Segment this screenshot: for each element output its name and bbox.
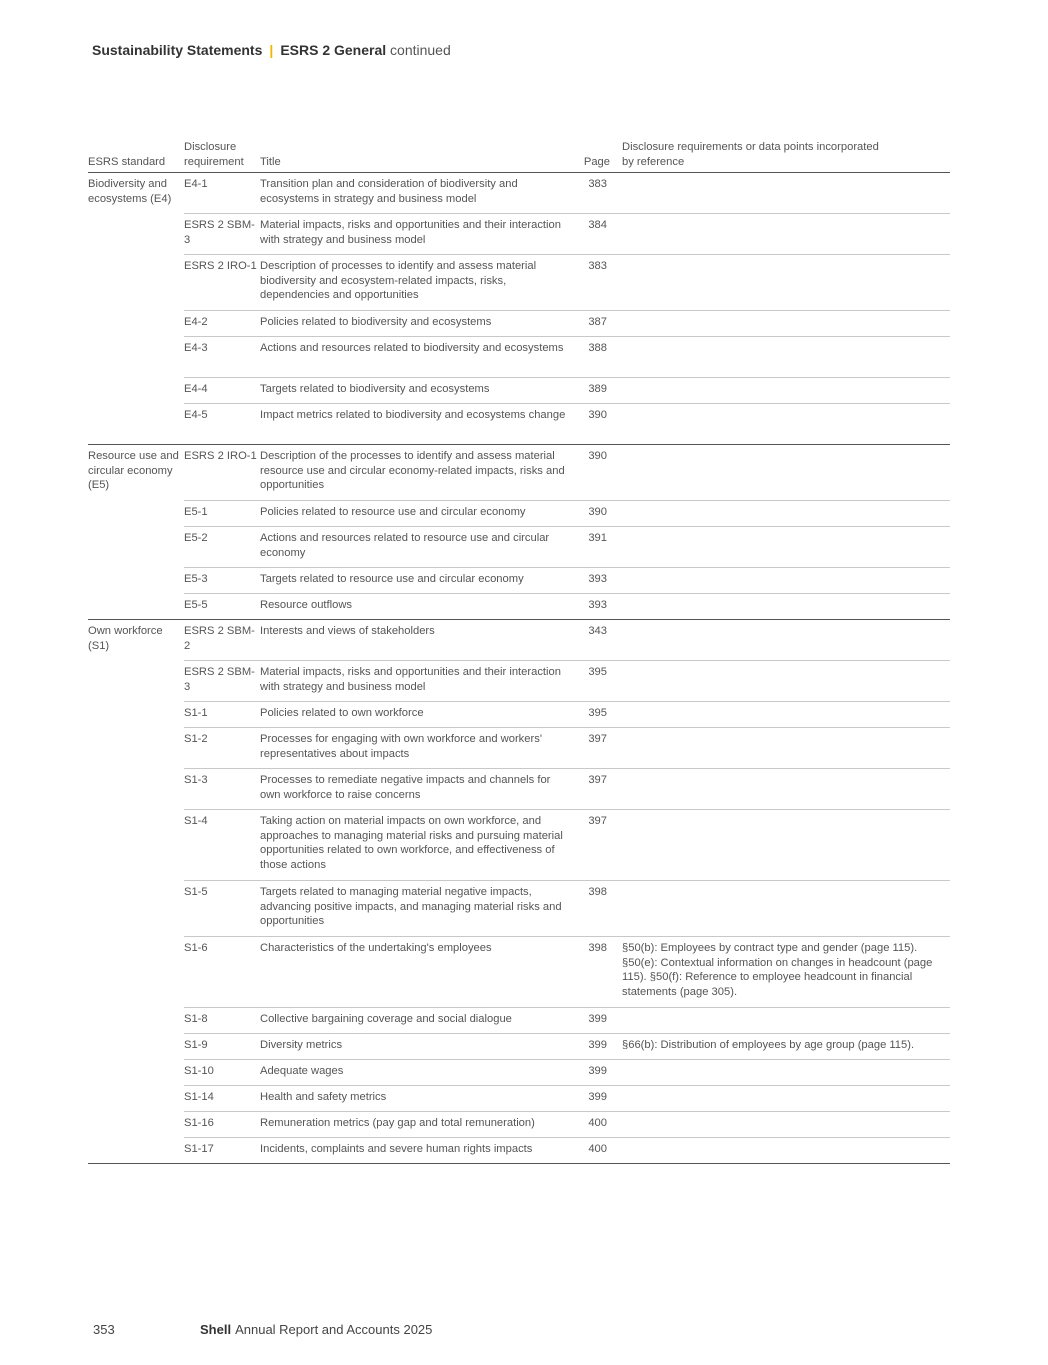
page-number-value: 395: [588, 666, 607, 679]
disclosure-requirement-cell: E4-4: [184, 378, 260, 404]
page-number-value: 398: [588, 886, 607, 899]
page-footer: [93, 1322, 432, 1337]
reference-cell: [622, 702, 950, 728]
reference-cell: [622, 810, 950, 881]
page-cell: [583, 1138, 622, 1164]
title-cell: Policies related to biodiversity and ecosystems: [260, 311, 583, 337]
reference-cell: [622, 173, 950, 214]
title-cell: Targets related to managing material negative impacts, advancing positive impacts, and managing material risks and opportunities: [260, 881, 583, 937]
title-cell: Targets related to biodiversity and ecosystems: [260, 378, 583, 404]
page-cell: [583, 527, 622, 568]
page-cell: [583, 620, 622, 661]
page-number-value: 393: [588, 599, 607, 612]
page-number-value: 397: [588, 815, 607, 828]
page-number-value: 383: [588, 178, 607, 191]
title-cell: Transition plan and consideration of biodiversity and ecosystems in strategy and business model: [260, 173, 583, 214]
page-number-value: 400: [588, 1143, 607, 1156]
title-cell: Health and safety metrics: [260, 1086, 583, 1112]
title-cell: Interests and views of stakeholders: [260, 620, 583, 661]
title-cell: Material impacts, risks and opportunities and their interaction with strategy and business model: [260, 214, 583, 255]
reference-cell: [622, 568, 950, 594]
table-header-row: [88, 140, 950, 173]
page-cell: [583, 404, 622, 445]
page-number-value: 398: [588, 942, 607, 955]
reference-cell: [622, 1008, 950, 1034]
esrs-standard-cell: Biodiversity and ecosystems (E4): [88, 173, 184, 445]
col-header-title: Title: [260, 140, 583, 173]
table-row: [88, 661, 950, 702]
table-row: [88, 445, 950, 501]
page-cell: [583, 568, 622, 594]
page-cell: [583, 1060, 622, 1086]
disclosure-requirement-cell: ESRS 2 IRO-1: [184, 445, 260, 501]
title-cell: Actions and resources related to biodiversity and ecosystems: [260, 337, 583, 378]
page-number-value: 390: [588, 450, 607, 463]
header-separator: |: [269, 42, 274, 58]
table-row: [88, 1060, 950, 1086]
table-row: [88, 527, 950, 568]
title-cell: Material impacts, risks and opportunities and their interaction with strategy and business model: [260, 661, 583, 702]
disclosure-requirement-cell: S1-8: [184, 1008, 260, 1034]
disclosure-requirement-cell: S1-14: [184, 1086, 260, 1112]
table-row: [88, 1138, 950, 1164]
title-cell: Impact metrics related to biodiversity and ecosystems change: [260, 404, 583, 445]
page-cell: [583, 702, 622, 728]
table-row: [88, 1112, 950, 1138]
disclosure-requirement-cell: ESRS 2 SBM-2: [184, 620, 260, 661]
title-cell: Processes to remediate negative impacts and channels for own workforce to raise concerns: [260, 769, 583, 810]
page-cell: [583, 728, 622, 769]
title-cell: Remuneration metrics (pay gap and total remuneration): [260, 1112, 583, 1138]
page-number-value: 387: [588, 316, 607, 329]
page-cell: [583, 661, 622, 702]
reference-cell: [622, 404, 950, 445]
title-cell: Resource outflows: [260, 594, 583, 620]
page-number-value: 389: [588, 383, 607, 396]
page-number-value: 391: [588, 532, 607, 545]
table-row: [88, 1008, 950, 1034]
disclosure-requirement-cell: E5-2: [184, 527, 260, 568]
page-cell: [583, 255, 622, 311]
table-row: [88, 594, 950, 620]
table-row: [88, 404, 950, 445]
reference-cell: [622, 501, 950, 527]
page-number-value: 397: [588, 774, 607, 787]
disclosure-requirement-cell: S1-3: [184, 769, 260, 810]
page-cell: [583, 337, 622, 378]
header-section: Sustainability Statements: [92, 42, 263, 58]
title-cell: Policies related to resource use and circular economy: [260, 501, 583, 527]
reference-cell: §66(b): Distribution of employees by age group (page 115).: [622, 1034, 950, 1060]
title-cell: Actions and resources related to resource use and circular economy: [260, 527, 583, 568]
page-cell: [583, 1034, 622, 1060]
table-row: [88, 769, 950, 810]
reference-cell: [622, 1112, 950, 1138]
title-cell: Characteristics of the undertaking's employees: [260, 937, 583, 1008]
page-cell: [583, 1086, 622, 1112]
disclosure-requirement-cell: ESRS 2 SBM-3: [184, 661, 260, 702]
title-cell: Policies related to own workforce: [260, 702, 583, 728]
table-row: [88, 937, 950, 1008]
disclosure-requirement-cell: S1-16: [184, 1112, 260, 1138]
title-cell: Incidents, complaints and severe human rights impacts: [260, 1138, 583, 1164]
page-cell: [583, 445, 622, 501]
running-header: [92, 42, 451, 58]
esrs-disclosure-table: [88, 140, 950, 1164]
table-row: [88, 173, 950, 214]
page-cell: [583, 937, 622, 1008]
disclosure-requirement-cell: S1-6: [184, 937, 260, 1008]
table-row: [88, 702, 950, 728]
page-number-value: 390: [588, 506, 607, 519]
table-row: [88, 378, 950, 404]
footer-brand: Shell: [200, 1322, 232, 1337]
disclosure-requirement-cell: E5-5: [184, 594, 260, 620]
header-continued: continued: [390, 42, 451, 58]
title-cell: Diversity metrics: [260, 1034, 583, 1060]
footer-document-title: Annual Report and Accounts 2025: [235, 1322, 433, 1337]
disclosure-requirement-cell: E4-5: [184, 404, 260, 445]
disclosure-requirement-cell: E4-2: [184, 311, 260, 337]
page-cell: [583, 501, 622, 527]
disclosure-requirement-cell: S1-5: [184, 881, 260, 937]
page-number-value: 399: [588, 1065, 607, 1078]
table-row: [88, 501, 950, 527]
reference-cell: [622, 661, 950, 702]
reference-cell: [622, 255, 950, 311]
disclosure-requirement-cell: S1-9: [184, 1034, 260, 1060]
page-cell: [583, 1112, 622, 1138]
page-number-value: 393: [588, 573, 607, 586]
page-cell: [583, 214, 622, 255]
table-row: [88, 337, 950, 378]
page-number-value: 388: [588, 342, 607, 355]
reference-cell: [622, 214, 950, 255]
col-header-page: Page: [583, 140, 622, 173]
page-cell: [583, 594, 622, 620]
esrs-standard-cell: Resource use and circular economy (E5): [88, 445, 184, 620]
page-cell: [583, 810, 622, 881]
disclosure-requirement-cell: E5-1: [184, 501, 260, 527]
reference-cell: [622, 311, 950, 337]
page-cell: [583, 173, 622, 214]
page-number-value: 400: [588, 1117, 607, 1130]
page-cell: [583, 311, 622, 337]
title-cell: Adequate wages: [260, 1060, 583, 1086]
title-cell: Collective bargaining coverage and social dialogue: [260, 1008, 583, 1034]
col-header-requirement-line1: Disclosure: [184, 141, 237, 153]
col-header-requirement-line2: requirement: [184, 155, 244, 168]
page-number-value: 399: [588, 1039, 607, 1052]
page-cell: [583, 769, 622, 810]
disclosure-requirement-cell: S1-17: [184, 1138, 260, 1164]
table-row: [88, 214, 950, 255]
reference-cell: [622, 445, 950, 501]
disclosure-requirement-cell: S1-4: [184, 810, 260, 881]
table-row: [88, 620, 950, 661]
page-number-value: 397: [588, 733, 607, 746]
col-header-reference-line1: Disclosure requirements or data points incorporated: [622, 141, 879, 153]
disclosure-requirement-cell: S1-10: [184, 1060, 260, 1086]
table-body: [88, 173, 950, 1164]
disclosure-requirement-cell: E4-3: [184, 337, 260, 378]
title-cell: Description of processes to identify and assess material biodiversity and ecosystem-related impacts, risks, dependencies and opportunities: [260, 255, 583, 311]
table-row: [88, 728, 950, 769]
page-cell: [583, 881, 622, 937]
page-number-value: 399: [588, 1091, 607, 1104]
page-number-value: 384: [588, 219, 607, 232]
disclosure-requirement-cell: S1-2: [184, 728, 260, 769]
reference-cell: [622, 1060, 950, 1086]
title-cell: Targets related to resource use and circular economy: [260, 568, 583, 594]
reference-cell: [622, 378, 950, 404]
page-cell: [583, 1008, 622, 1034]
title-cell: Description of the processes to identify and assess material resource use and circular economy-related impacts, risks and opportunities: [260, 445, 583, 501]
col-header-reference: [622, 140, 950, 173]
col-header-reference-line2: by reference: [622, 155, 685, 168]
page-number-value: 390: [588, 409, 607, 422]
table-row: [88, 881, 950, 937]
reference-cell: [622, 527, 950, 568]
reference-cell: [622, 1086, 950, 1112]
table-row: [88, 1086, 950, 1112]
col-header-standard: ESRS standard: [88, 140, 184, 173]
header-subsection: ESRS 2 General: [280, 42, 387, 58]
page-number-value: 399: [588, 1013, 607, 1026]
col-header-requirement: [184, 140, 260, 173]
reference-cell: [622, 881, 950, 937]
title-cell: Taking action on material impacts on own workforce, and approaches to managing material risks and pursuing material opportunities related to own workforce, and effectiveness of those actions: [260, 810, 583, 881]
disclosure-requirement-cell: E4-1: [184, 173, 260, 214]
table-row: [88, 311, 950, 337]
page-number-value: 343: [588, 625, 607, 638]
reference-cell: [622, 1138, 950, 1164]
table-row: [88, 1034, 950, 1060]
reference-cell: [622, 769, 950, 810]
page-cell: [583, 378, 622, 404]
reference-cell: [622, 620, 950, 661]
page-number-value: 383: [588, 260, 607, 273]
table-row: [88, 568, 950, 594]
table-row: [88, 810, 950, 881]
title-cell: Processes for engaging with own workforce and workers' representatives about impacts: [260, 728, 583, 769]
reference-cell: [622, 728, 950, 769]
reference-cell: §50(b): Employees by contract type and gender (page 115). §50(e): Contextual information on changes in headcount (page 115). §50(f): Reference to employee headcount in financial statements (page 305).: [622, 937, 950, 1008]
disclosure-requirement-cell: S1-1: [184, 702, 260, 728]
page-number: 353: [93, 1322, 115, 1337]
reference-cell: [622, 337, 950, 378]
page-number-value: 395: [588, 707, 607, 720]
disclosure-requirement-cell: E5-3: [184, 568, 260, 594]
esrs-standard-cell: Own workforce (S1): [88, 620, 184, 1164]
reference-cell: [622, 594, 950, 620]
disclosure-requirement-cell: ESRS 2 SBM-3: [184, 214, 260, 255]
disclosure-requirement-cell: ESRS 2 IRO-1: [184, 255, 260, 311]
table-row: [88, 255, 950, 311]
